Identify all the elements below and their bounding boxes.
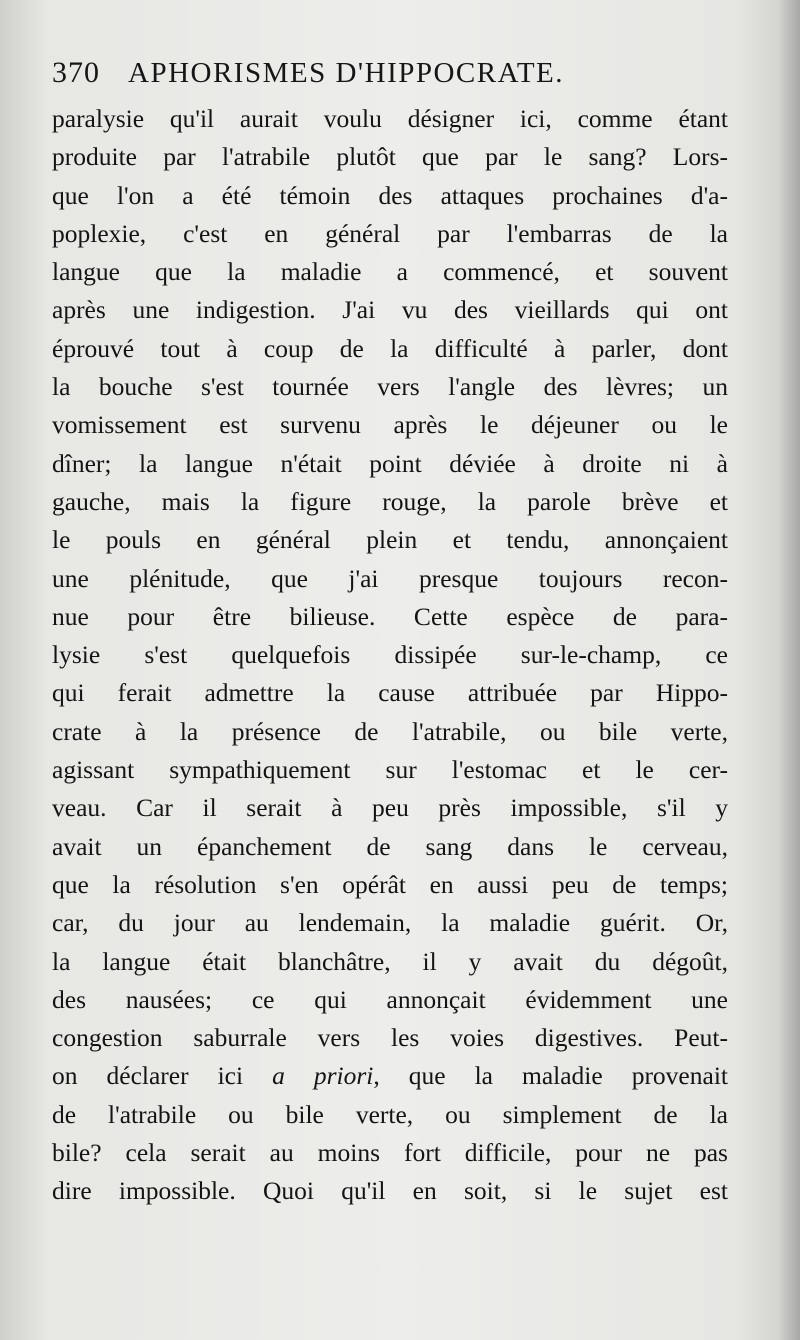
text-line: paralysie qu'il aurait voulu désigner ici, comme étant: [52, 104, 728, 133]
text-line: langue que la maladie a commencé, et souvent: [52, 257, 728, 287]
text-line: dire impossible. Quoi qu'il en soit, si le sujet est: [52, 1176, 728, 1206]
text-line: nue pour être bilieuse. Cette espèce de para-: [52, 601, 728, 631]
text-line: vomissement est survenu après le déjeuner ou le: [52, 410, 728, 440]
page-number: 370: [52, 56, 100, 89]
italic-phrase: a priori: [272, 1061, 374, 1091]
text-line: bile? cela serait au moins fort difficile, pour ne pas: [52, 1138, 728, 1168]
text-line: qui ferait admettre la cause attribuée par Hippo-: [52, 678, 728, 708]
text-line: la bouche s'est tournée vers l'angle des lèvres; un: [52, 372, 728, 402]
text-line: crate à la présence de l'atrabile, ou bile verte,: [52, 716, 728, 746]
text-line: produite par l'atrabile plutôt que par le sang? Lors-: [52, 142, 728, 172]
text-line: avait un épanchement de sang dans le cerveau,: [52, 831, 728, 861]
text-line: des nausées; ce qui annonçait évidemment une: [52, 984, 728, 1014]
text-line: après une indigestion. J'ai vu des vieillards qui ont: [52, 295, 728, 325]
text-line: poplexie, c'est en général par l'embarras de la: [52, 218, 728, 248]
text-line: agissant sympathiquement sur l'estomac et le cer-: [52, 755, 728, 785]
text-line: de l'atrabile ou bile verte, ou simplement de la: [52, 1099, 728, 1129]
text-segment: on déclarer ici: [52, 1061, 273, 1091]
text-line: éprouvé tout à coup de la difficulté à parler, dont: [52, 333, 728, 363]
text-line: que la résolution s'en opérât en aussi peu de temps;: [52, 869, 728, 899]
text-line: gauche, mais la figure rouge, la parole brève et: [52, 486, 728, 516]
running-title: APHORISMES D'HIPPOCRATE.: [128, 57, 565, 89]
text-segment: , que la maladie provenait: [373, 1061, 728, 1091]
text-line: congestion saburrale vers les voies digestives. Peut-: [52, 1023, 728, 1053]
text-line: une plénitude, que j'ai presque toujours recon-: [52, 563, 728, 593]
text-line: la langue était blanchâtre, il y avait du dégoût,: [52, 946, 728, 976]
body-text: [52, 100, 728, 1211]
text-line: que l'on a été témoin des attaques prochaines d'a-: [52, 180, 728, 210]
text-line: car, du jour au lendemain, la maladie guérit. Or,: [52, 908, 728, 938]
text-line-with-italic: [52, 1057, 728, 1095]
text-line: dîner; la langue n'était point déviée à droite ni à: [52, 448, 728, 478]
text-line: lysie s'est quelquefois dissipée sur-le-champ, ce: [52, 640, 728, 670]
page-header: [52, 56, 742, 90]
text-line: le pouls en général plein et tendu, annonçaient: [52, 525, 728, 555]
text-line: veau. Car il serait à peu près impossible, s'il y: [52, 793, 728, 823]
